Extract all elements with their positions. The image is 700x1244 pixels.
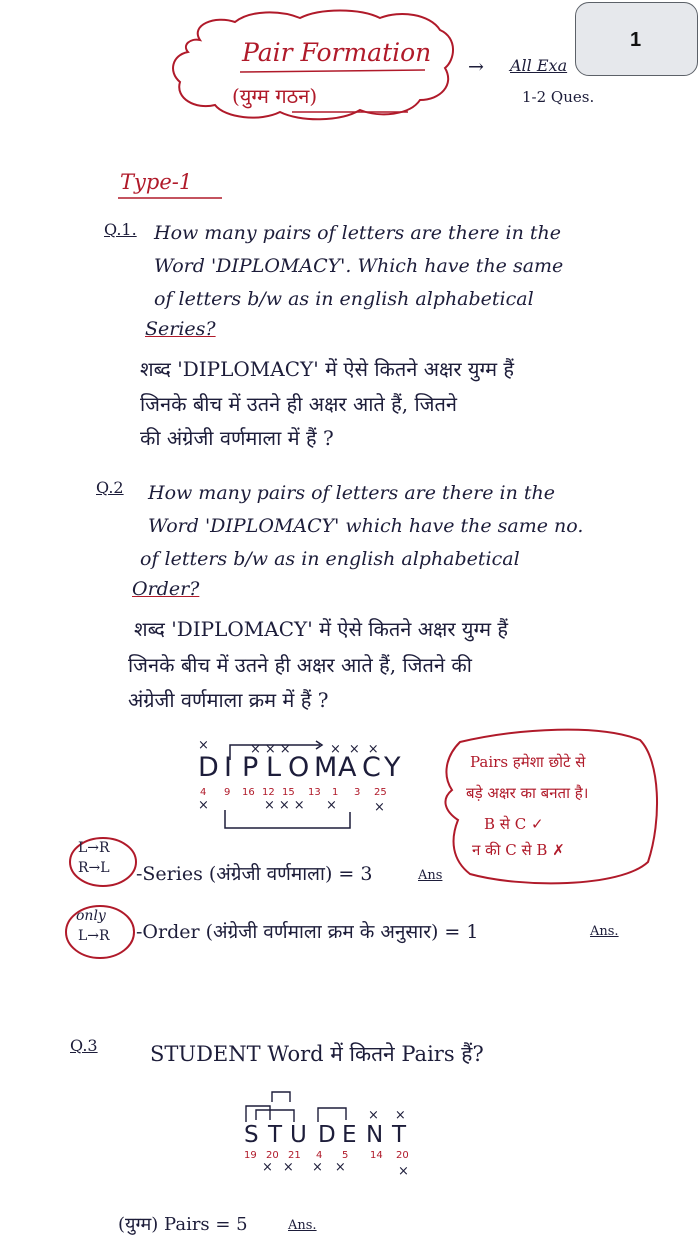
- cross-mark: ×××: [264, 798, 309, 813]
- q1-hi-line: जिनके बीच में उतने ही अक्षर आते हैं, जितने: [140, 392, 457, 416]
- letter-number: 4: [316, 1150, 323, 1161]
- series-badge-line: L→R: [78, 840, 110, 856]
- cross-mark: ×: [374, 800, 385, 815]
- cross-mark: ×: [198, 738, 209, 753]
- letter: N: [366, 1122, 390, 1148]
- note-line: बड़े अक्षर का बनता है।: [466, 784, 589, 802]
- letter-number: 9: [224, 787, 231, 798]
- q1-en-line: How many pairs of letters are there in the: [154, 222, 561, 244]
- letter: P: [242, 752, 265, 783]
- type-label: Type-1: [120, 170, 193, 194]
- letter-number: 20: [266, 1150, 279, 1161]
- q2-en-line: Order?: [132, 578, 200, 600]
- letter: L: [266, 752, 288, 783]
- q2-hi-line: अंग्रेजी वर्णमाला क्रम में हैं ?: [128, 688, 329, 712]
- letter-number: 20: [396, 1150, 409, 1161]
- cross-mark: ××: [368, 1108, 422, 1123]
- order-ans-label: Ans.: [590, 924, 619, 939]
- q3-answer: (युग्म) Pairs = 5: [118, 1214, 248, 1235]
- letter-number: 16: [242, 787, 255, 798]
- order-badge-line: L→R: [78, 928, 110, 944]
- q1-hi-line: की अंग्रेजी वर्णमाला में हैं ?: [140, 426, 334, 450]
- q1-label: Q.1.: [104, 220, 137, 239]
- letter: O: [288, 752, 316, 783]
- letter-number: 3: [354, 787, 361, 798]
- letter-number: 25: [374, 787, 387, 798]
- letter: A: [338, 752, 363, 783]
- q2-en-line: Word 'DIPLOMACY' which have the same no.: [148, 515, 584, 537]
- letter-number: 5: [342, 1150, 349, 1161]
- note-line: B से C ✓: [484, 815, 544, 833]
- cross-mark: ×: [398, 1164, 409, 1179]
- series-badge-line: R→L: [78, 860, 110, 876]
- letter: C: [362, 752, 387, 783]
- page-number: 1: [630, 29, 642, 51]
- q3-ans-label: Ans.: [288, 1218, 317, 1233]
- letter-number: 1: [332, 787, 339, 798]
- letter-number: 15: [282, 787, 295, 798]
- student-letters: [244, 1122, 424, 1152]
- series-answer-text: -Series (अंग्रेजी वर्णमाला) = 3: [136, 863, 373, 885]
- q1-en-line: Series?: [145, 318, 216, 340]
- letter: T: [268, 1122, 289, 1148]
- note-line: Pairs हमेशा छोटे से: [470, 753, 586, 771]
- letter: Y: [384, 752, 407, 783]
- q2-label: Q.2: [96, 478, 124, 497]
- cross-mark: ×: [198, 798, 209, 813]
- cross-mark: ×: [326, 798, 337, 813]
- q2-hi-line: शब्द 'DIPLOMACY' में ऐसे कितने अक्षर युग्म हैं: [134, 617, 509, 641]
- exam-arrow: →: [468, 56, 484, 78]
- cross-mark: ××: [312, 1160, 358, 1175]
- letter: T: [392, 1122, 413, 1148]
- letter-number: 19: [244, 1150, 257, 1161]
- letter: S: [244, 1122, 265, 1148]
- letter-number: 13: [308, 787, 321, 798]
- letter: D: [318, 1122, 342, 1148]
- letter-number: 12: [262, 787, 275, 798]
- cross-mark: ×××: [330, 742, 387, 757]
- exam-note-line1: All Exa: [510, 56, 568, 75]
- order-answer-text: -Order (अंग्रेजी वर्णमाला क्रम के अनुसार) = 1: [136, 921, 479, 943]
- note-line: न की C से B ✗: [472, 841, 565, 859]
- q3-label: Q.3: [70, 1036, 98, 1055]
- series-ans-label: Ans: [418, 868, 443, 883]
- letter-number: 14: [370, 1150, 383, 1161]
- cross-mark: ××: [262, 1160, 304, 1175]
- letter: M: [314, 752, 344, 783]
- letter: U: [290, 1122, 313, 1148]
- letter-number: 21: [288, 1150, 301, 1161]
- exam-note-line2: 1-2 Ques.: [522, 88, 595, 106]
- q1-en-line: Word 'DIPLOMACY'. Which have the same: [154, 255, 564, 277]
- q1-hi-line: शब्द 'DIPLOMACY' में ऐसे कितने अक्षर युग्म हैं: [140, 357, 515, 381]
- letter: E: [342, 1122, 363, 1148]
- q1-en-line: of letters b/w as in english alphabetical: [154, 288, 534, 310]
- order-badge-line: only: [76, 908, 106, 924]
- title-hi: (युग्म गठन): [232, 84, 318, 108]
- q2-en-line: of letters b/w as in english alphabetical: [140, 548, 520, 570]
- letter-number: 4: [200, 787, 207, 798]
- cross-mark: ×××: [250, 742, 295, 757]
- q3-text: STUDENT Word में कितने Pairs हैं?: [150, 1042, 484, 1066]
- q2-en-line: How many pairs of letters are there in the: [148, 482, 555, 504]
- q2-hi-line: जिनके बीच में उतने ही अक्षर आते हैं, जितने की: [128, 653, 472, 677]
- letter: D: [198, 752, 225, 783]
- title-en: Pair Formation: [242, 38, 432, 67]
- letter: I: [224, 752, 238, 783]
